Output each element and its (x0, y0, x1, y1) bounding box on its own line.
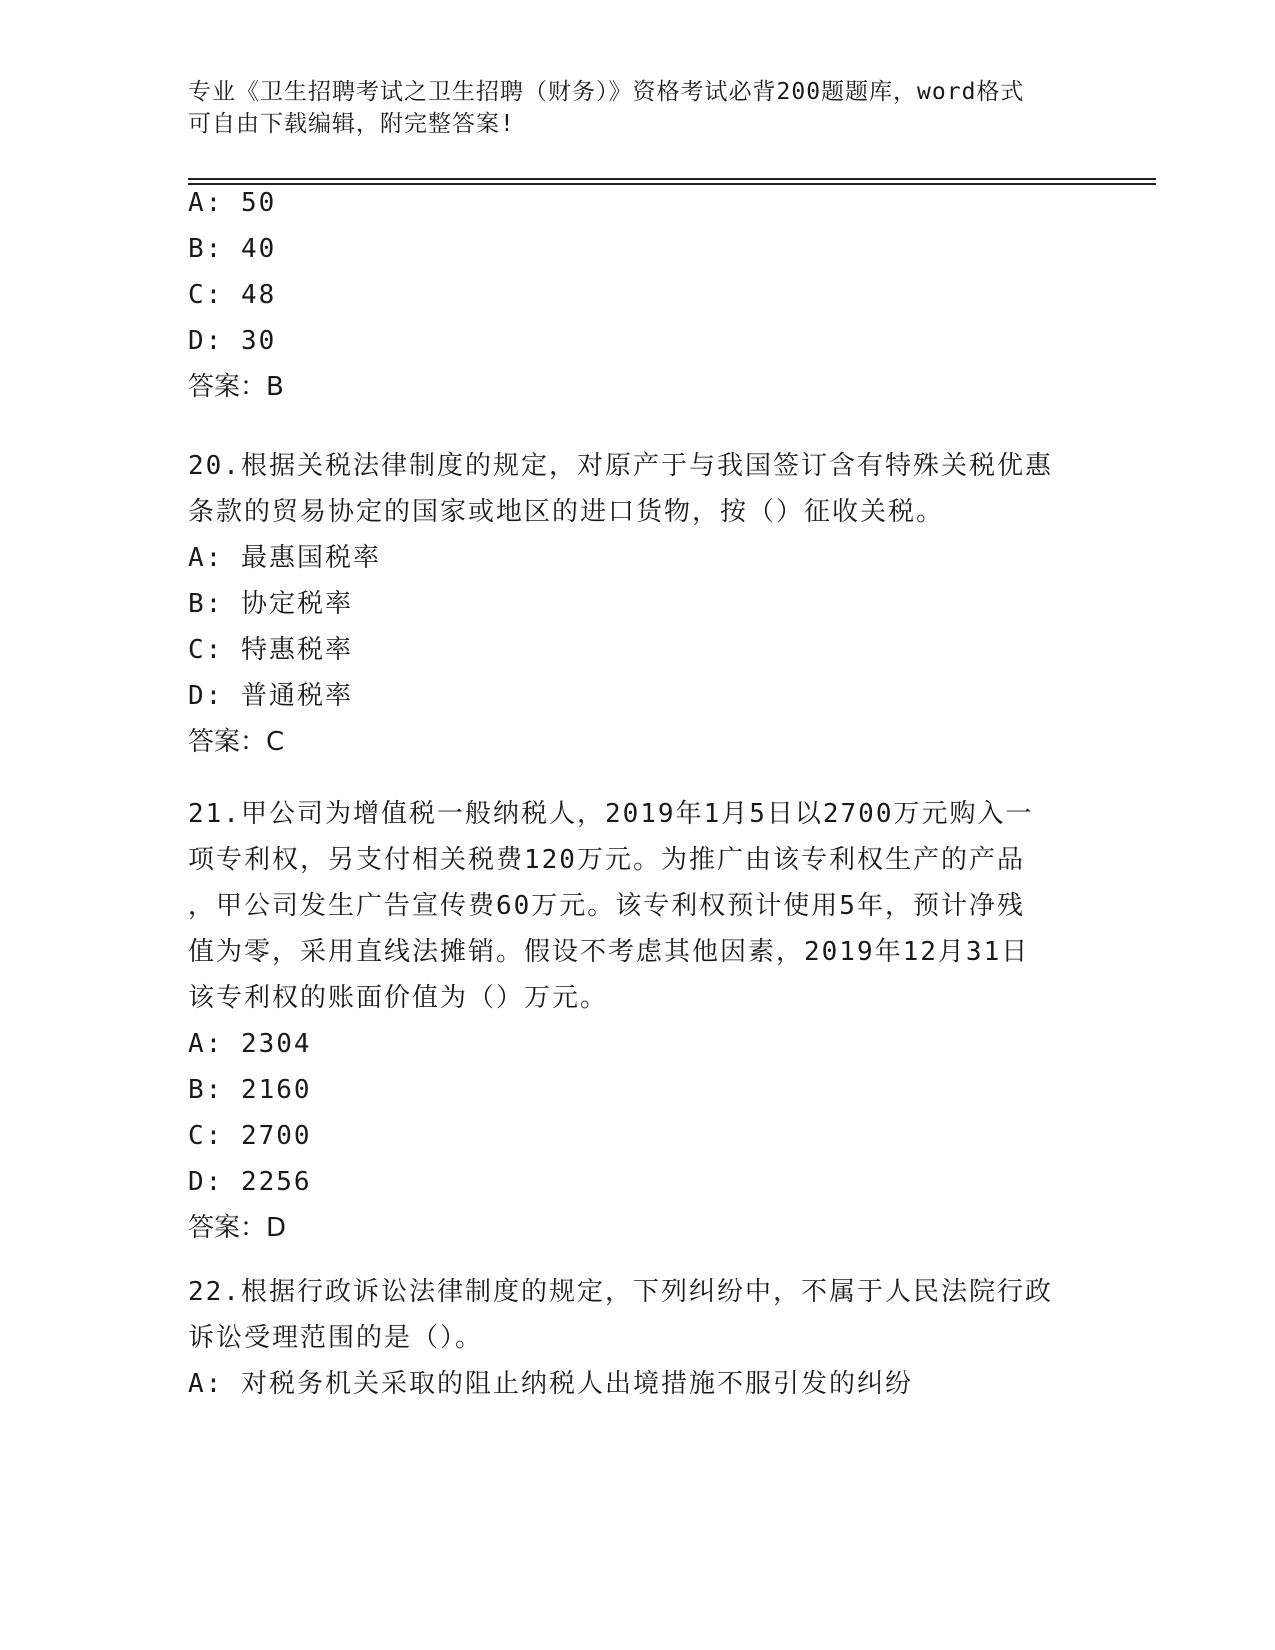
option-d: D: 2256 (188, 1167, 312, 1197)
header-line-1: 专业《卫生招聘考试之卫生招聘（财务）》资格考试必背200题题库，word格式 (188, 79, 1025, 105)
question-20-block (188, 443, 1088, 765)
option-a: A: 最惠国税率 (188, 543, 381, 573)
answer-line: 答案：B (188, 372, 284, 402)
question-19-block (188, 180, 1088, 410)
question-stem-line: 20.根据关税法律制度的规定，对原产于与我国签订含有特殊关税优惠 (188, 451, 1053, 481)
option-a: A: 50 (188, 188, 277, 218)
question-stem-line: 21.甲公司为增值税一般纳税人，2019年1月5日以2700万元购入一 (188, 799, 1034, 829)
header-line-2: 可自由下载编辑，附完整答案! (188, 111, 515, 137)
option-a: A: 2304 (188, 1029, 312, 1059)
option-d: D: 30 (188, 326, 277, 356)
question-stem-line: ，甲公司发生广告宣传费60万元。该专利权预计使用5年，预计净残 (188, 891, 1025, 921)
question-stem-line: 值为零，采用直线法摊销。假设不考虑其他因素，2019年12月31日 (188, 937, 1030, 967)
answer-line: 答案：D (188, 1213, 287, 1243)
option-b: B: 40 (188, 234, 277, 264)
option-c: C: 特惠税率 (188, 635, 353, 665)
option-d: D: 普通税率 (188, 681, 353, 711)
option-c: C: 2700 (188, 1121, 312, 1151)
question-stem-line: 条款的贸易协定的国家或地区的进口货物，按（）征收关税。 (188, 497, 945, 527)
question-stem-line: 诉讼受理范围的是（）。 (188, 1323, 484, 1353)
question-21-block (188, 791, 1088, 1251)
option-b: B: 协定税率 (188, 589, 353, 619)
answer-line: 答案：C (188, 727, 285, 757)
question-22-block (188, 1269, 1088, 1407)
option-c: C: 48 (188, 280, 277, 310)
question-stem-line: 22.根据行政诉讼法律制度的规定，下列纠纷中，不属于人民法院行政 (188, 1277, 1053, 1307)
document-header (188, 76, 1068, 140)
question-stem-line: 项专利权，另支付相关税费120万元。为推广由该专利权生产的产品 (188, 845, 1025, 875)
option-b: B: 2160 (188, 1075, 312, 1105)
option-a: A: 对税务机关采取的阻止纳税人出境措施不服引发的纠纷 (188, 1369, 913, 1399)
question-stem-line: 该专利权的账面价值为（）万元。 (188, 983, 609, 1013)
